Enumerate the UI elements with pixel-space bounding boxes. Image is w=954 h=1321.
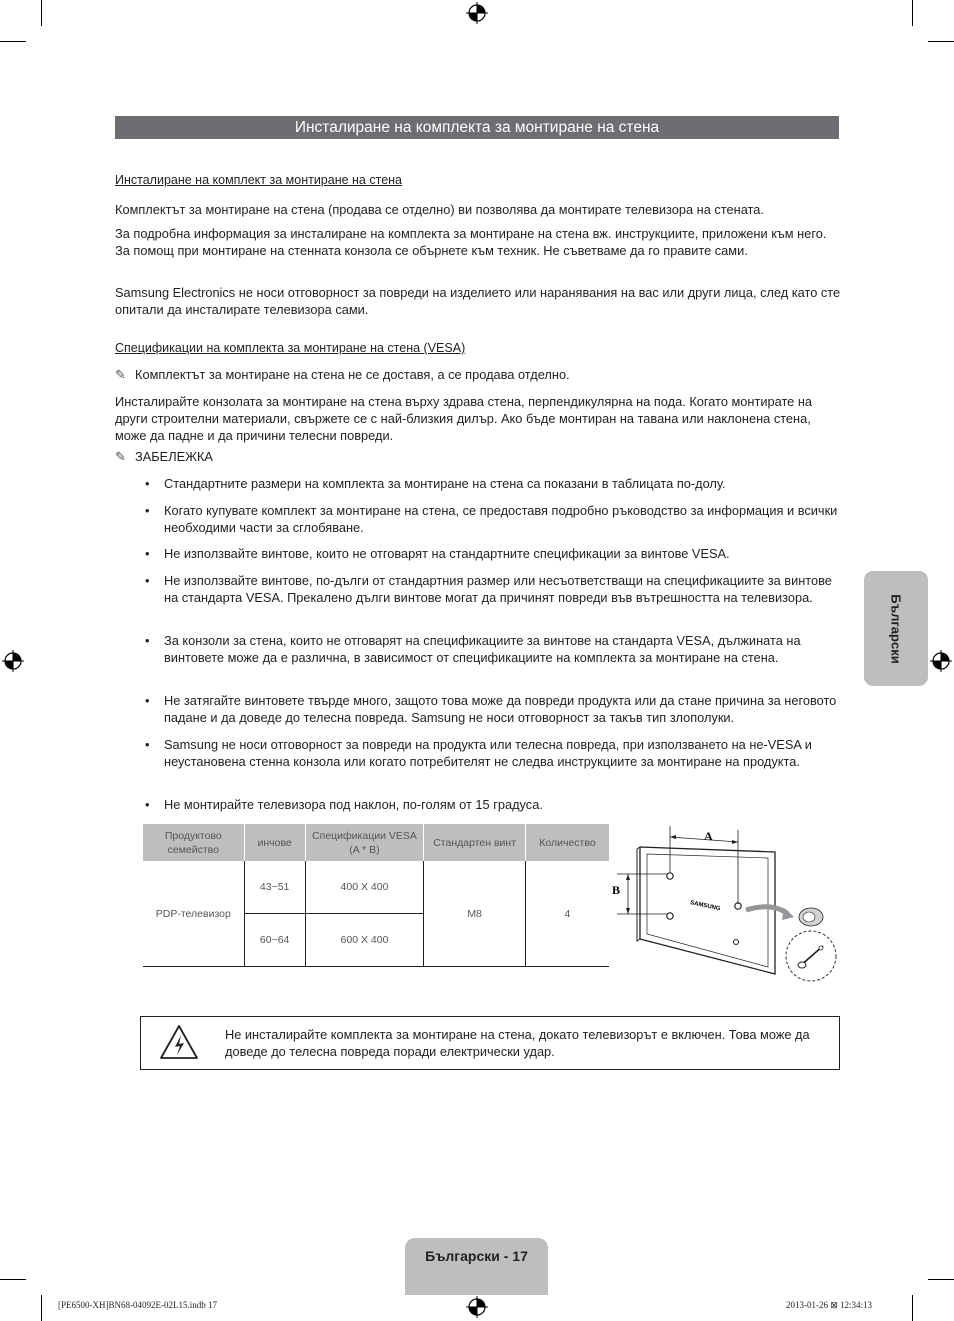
warning-box bbox=[140, 1016, 840, 1070]
electric-shock-warning-icon bbox=[159, 1024, 199, 1060]
language-label: Български bbox=[888, 593, 904, 664]
vesa-spec-table bbox=[143, 824, 609, 967]
subsection-heading: Инсталиране на комплект за монтиране на стена bbox=[115, 173, 402, 187]
language-side-tab bbox=[864, 571, 928, 686]
pencil-icon: ✎ bbox=[115, 367, 126, 382]
crop-mark bbox=[41, 0, 42, 26]
paragraph: Samsung Electronics не носи отговорност за повреди на изделието или наранявания на вас или други лица, след като сте опитали да инсталирате телевизора сами. bbox=[115, 285, 841, 317]
list-item-text: Стандартните размери на комплекта за монтиране на стена са показани в таблицата по-долу. bbox=[164, 476, 726, 491]
warning-text: Не инсталирайте комплекта за монтиране на стена, докато телевизорът е включен. Това може да доведе до телесна повреда поради електрически удар. bbox=[225, 1027, 810, 1059]
dimension-label-b: B bbox=[612, 883, 621, 897]
table-header: Продуктово семейство bbox=[143, 824, 244, 861]
table-cell: M8 bbox=[424, 861, 526, 967]
registration-mark-icon bbox=[466, 2, 488, 24]
section-title: Инсталиране на комплекта за монтиране на стена bbox=[115, 116, 839, 139]
brand-label: SAMSUNG bbox=[689, 900, 721, 913]
table-header: Стандартен винт bbox=[424, 824, 526, 861]
note-line bbox=[115, 366, 570, 383]
note-text: ЗАБЕЛЕЖКА bbox=[135, 449, 213, 464]
registration-mark-icon bbox=[930, 650, 952, 672]
table-row bbox=[143, 861, 609, 914]
page-number: Български - 17 bbox=[425, 1248, 528, 1264]
list-item-text: За конзоли за стена, които не отговарят на спецификациите за винтове на стандарта VESA, дължината на винтовете може да е различна, в зависимост от спецификациите на комплекта за монтиране на стена. bbox=[164, 633, 801, 665]
paragraph: Комплектът за монтиране на стена (продава се отделно) ви позволява да монтирате телевизора на стената. bbox=[115, 202, 764, 217]
crop-mark bbox=[928, 41, 954, 42]
page-number-tab bbox=[405, 1238, 548, 1295]
registration-mark-icon bbox=[2, 650, 24, 672]
crop-mark bbox=[912, 0, 913, 26]
dimension-label-a: A bbox=[704, 829, 713, 843]
pencil-icon: ✎ bbox=[115, 449, 126, 464]
note-text: Комплектът за монтиране на стена не се доставя, а се продава отделно. bbox=[135, 367, 570, 382]
bullet-dot: • bbox=[145, 476, 150, 491]
paragraph: Инсталирайте конзолата за монтиране на стена върху здрава стена, перпендикулярна на пода. Когато монтирате на други строителни материали, свържете се с най-близкия дилър. Ако бъде монтиран на тавана или наклонена стена, може да падне и да причини телесни повреди. bbox=[115, 394, 813, 443]
tv-wall-mount-diagram bbox=[612, 822, 842, 992]
crop-mark bbox=[0, 41, 26, 42]
list-item-text: Когато купувате комплект за монтиране на стена, се предоставя подробно ръководство за информация и всички необходими части за сглобяване. bbox=[164, 503, 838, 535]
bullet-dot: • bbox=[145, 797, 150, 812]
table-cell: 43~51 bbox=[244, 861, 305, 914]
table-header: инчове bbox=[244, 824, 305, 861]
list-item-text: Не монтирайте телевизора под наклон, по-голям от 15 градуса. bbox=[164, 797, 543, 812]
crop-mark bbox=[41, 1295, 42, 1321]
print-timestamp: 2013-01-26 ⊠ 12:34:13 bbox=[786, 1300, 873, 1310]
paragraph: За подробна информация за инсталиране на комплекта за монтиране на стена вж. инструкциите, приложени към него. За помощ при монтиране на стенната конзола се обърнете към техник. Не съветваме да го правите сами. bbox=[115, 226, 827, 258]
table-cell: 400 X 400 bbox=[305, 861, 424, 914]
bullet-dot: • bbox=[145, 633, 150, 648]
registration-mark-icon bbox=[466, 1296, 488, 1318]
list-item-text: Samsung не носи отговорност за повреди на продукта или телесна повреда, при използването на не-VESA и неустановена стенна конзола или когато потребителят не следва инструкциите за монтиране на продукта. bbox=[164, 737, 812, 769]
note-line bbox=[115, 448, 213, 465]
bullet-dot: • bbox=[145, 693, 150, 708]
table-header: Спецификации VESA (A * B) bbox=[305, 824, 424, 861]
table-cell: 4 bbox=[525, 861, 609, 967]
table-cell: 60~64 bbox=[244, 914, 305, 967]
list-item-text: Не затягайте винтовете твърде много, защото това може да повреди продукта или да стане причина за неговото падане и да доведе до телесна повреда. Samsung не носи отговорност за такъв тип злополуки. bbox=[164, 693, 837, 725]
table-cell: 600 X 400 bbox=[305, 914, 424, 967]
crop-mark bbox=[928, 1279, 954, 1280]
table-header-row bbox=[143, 824, 609, 861]
table-header: Количество bbox=[525, 824, 609, 861]
crop-mark bbox=[0, 1279, 26, 1280]
subsection-heading: Спецификации на комплекта за монтиране на стена (VESA) bbox=[115, 341, 466, 355]
crop-mark bbox=[912, 1295, 913, 1321]
bullet-dot: • bbox=[145, 737, 150, 752]
bullet-dot: • bbox=[145, 573, 150, 588]
list-item-text: Не използвайте винтове, по-дълги от стандартния размер или несъответстващи на спецификациите за винтове на стандарта VESA. Прекалено дълги винтове могат да причинят повреди във вътрешността на телевизора. bbox=[164, 573, 832, 605]
list-item-text: Не използвайте винтове, които не отговарят на стандартните спецификации за винтове VESA. bbox=[164, 546, 730, 561]
bullet-dot: • bbox=[145, 546, 150, 561]
print-file-info: [PE6500-XH]BN68-04092E-02L15.indb 17 bbox=[58, 1300, 217, 1310]
table-cell: PDP-телевизор bbox=[143, 861, 244, 967]
bullet-dot: • bbox=[145, 503, 150, 518]
